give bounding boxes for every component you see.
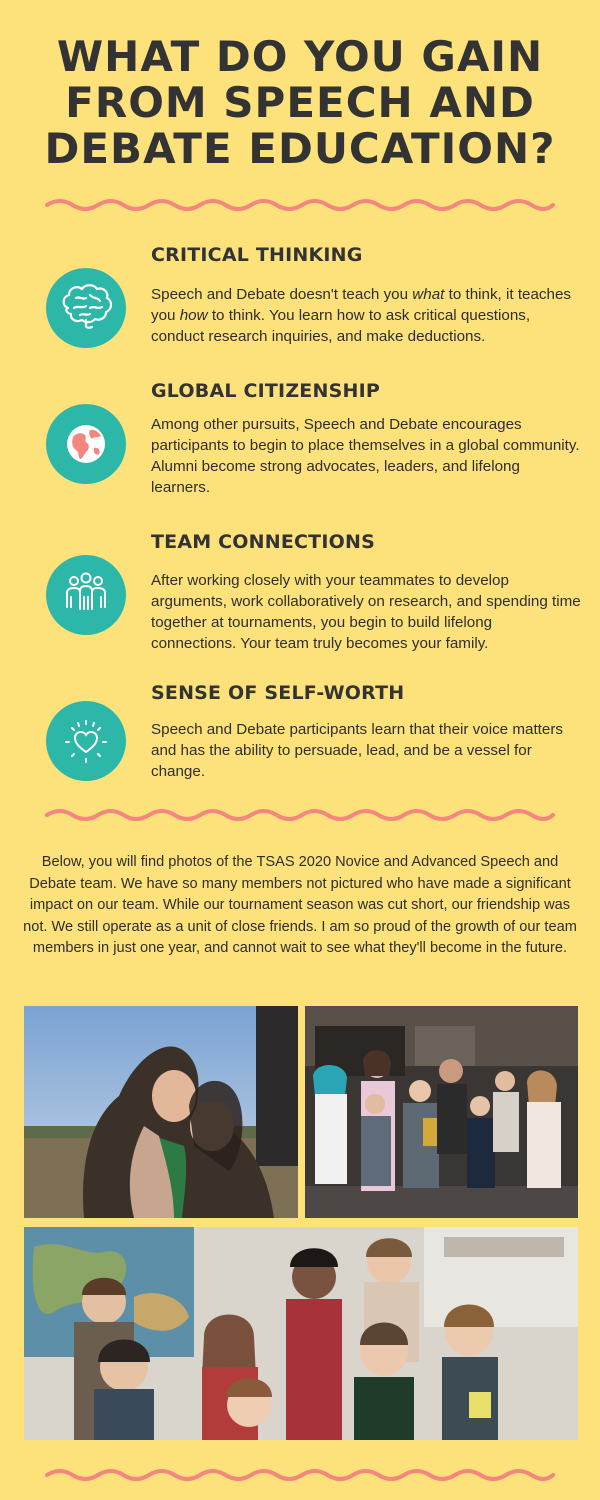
section-heading: CRITICAL THINKING — [151, 244, 363, 266]
section-heading: GLOBAL CITIZENSHIP — [151, 380, 380, 402]
body-text: to think, it teaches you — [151, 286, 572, 324]
section-heading: TEAM CONNECTIONS — [151, 531, 375, 553]
body-emphasis: what — [412, 286, 445, 303]
wave-divider-middle — [45, 806, 555, 824]
section-body — [151, 284, 581, 347]
team-icon — [46, 555, 126, 635]
photo-hug — [24, 1006, 298, 1218]
photo-team-mugs — [24, 1227, 578, 1440]
page-title — [0, 34, 600, 172]
section-body: Among other pursuits, Speech and Debate encourages participants to begin to place themselves in a global community. Alumni become strong advocates, leaders, and lifelong learners. — [151, 416, 580, 496]
brain-icon — [46, 268, 126, 348]
globe-icon — [46, 404, 126, 484]
section-body: Speech and Debate participants learn that their voice matters and has the ability to persuade, lead, and be a vessel for change. — [151, 721, 563, 780]
body-text: Speech and Debate doesn't teach you — [151, 286, 413, 303]
intro-paragraph: Below, you will find photos of the TSAS 2020 Novice and Advanced Speech and Debate team. We have so many members not pictured who have made a significant impact on our team. While our tournament season was cut short, our friendship was not. We still operate as a unit of close friends. I am so proud of the growth of our team members in just one year, and cannot wait to see what they'll become in the future. — [23, 854, 577, 956]
section-body: After working closely with your teammates to develop arguments, work collaboratively on research, and spending time together at tournaments, you begin to build lifelong connections. Your team truly becomes your family. — [151, 572, 581, 652]
body-text: to think. You learn how to ask critical questions, conduct research inquiries, and make deductions. — [151, 307, 531, 345]
title-line-2: FROM SPEECH AND — [65, 78, 535, 127]
body-emphasis: how — [179, 307, 208, 324]
wave-divider-bottom — [45, 1466, 555, 1484]
wave-divider-top — [45, 196, 555, 214]
photo-team-trophies — [305, 1006, 578, 1218]
title-line-1: WHAT DO YOU GAIN — [56, 32, 544, 81]
title-line-3: DEBATE EDUCATION? — [44, 124, 556, 173]
heart-icon — [46, 701, 126, 781]
section-heading: SENSE OF SELF-WORTH — [151, 682, 405, 704]
